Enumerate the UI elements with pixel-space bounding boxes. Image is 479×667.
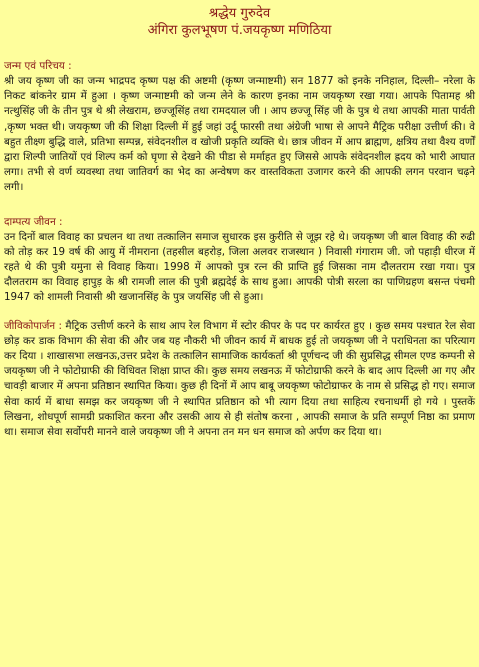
heading-line-1: श्रद्धेय गुरुदेव: [208, 6, 271, 21]
section-text-marriage: उन दिनों बाल विवाह का प्रचलन था तथा तत्कालिन समाज सुधारक इस कुरीति से जूझ रहे थे। जयकृष्ण जी बाल विवाह की रुढी को तोड़ कर 19 वर्ष की आयु में नीमराना (तहसील बहरोड़, जिला अलवर राजस्थान ) निवासी गंगाराम जी. जो पहाड़ी धीरज में रहते थे की पुत्री यमुना से विवाह किया। 1998 में आपको पुत्र रत्न की प्राप्ति हुई जिसका नाम दौलतराम रखा गया। पुत्र दौलतराम का विवाह हापुड़ के श्री रामजी लाल की पुत्री ब्रह्मदेई के साथ हुआ। आपकी पोत्री सरला का पाणिग्रहण बसन्त पंचमी 1947 को शामली निवासी श्री खजानसिंह के पुत्र जयसिंह जी से हुआ।: [4, 230, 475, 304]
section-title-intro: जन्म एवं परिचय :: [4, 60, 72, 72]
heading-line-2: अंगिरा कुलभूषण पं.जयकृष्ण मणिठिया: [147, 23, 332, 38]
section-title-marriage: दाम्पत्य जीवन :: [4, 215, 63, 228]
section-livelihood: [4, 319, 475, 441]
document-heading: [4, 5, 475, 39]
section-text-livelihood: मैट्रिक उत्तीर्ण करने के साथ आप रेल विभाग में स्टोर कीपर के पद पर कार्यरत हुए । कुछ समय पश्चात रेल सेवा छोड़ कर डाक विभाग की सेवा की और जब यह नौकरी भी जीवन कार्य में बाधक हुई तो जयकृष्ण जी ने पराधिनता का परित्याग कर दिया । शाखासभा लखनऊ,उत्तर प्रदेश के तत्कालिन सामाजिक कार्यकर्ता श्री पूर्णचन्द जी की सुप्रसिद्ध सीमल एण्ड कम्पनी से जयकृष्ण जी ने फोटोग्राफी की विधिवत शिक्षा प्राप्त की। कुछ समय लखनऊ में फोटोग्राफी करने के बाद आप दिल्ली आ गए और चावड़ी बाजार में अपना प्रतिष्ठान स्थापित किया। कुछ ही दिनों में आप बाबू जयकृष्ण फोटोग्राफर के नाम से प्रसिद्ध हो गए। समाज सेवा कार्य में बाधा समझ कर जयकृष्ण जी ने स्थापित प्रतिष्ठान को भी त्याग दिया तथा साहित्य रचनाधर्मी हो गये । पुस्तकें लिखना, शोधपूर्ण सामग्री प्रकाशित करना और उसकी आय से ही संतोष करना , आपकी समाज के प्रति सम्पूर्ण निष्ठा का प्रमाण था। समाज सेवा सर्वोपरी मानने वाले जयकृष्ण जी ने अपना तन मन धन समाज को अर्पण कर दिया था।: [4, 319, 476, 439]
section-title-livelihood: जीविकोपार्जन :: [4, 319, 63, 332]
section-text-intro: श्री जय कृष्ण जी का जन्म भाद्रपद कृष्ण पक्ष की अष्टमी (कृष्ण जन्माष्टमी) सन 1877 को इनके ननिहाल, दिल्ली– नरेला के निकट बांकनेर ग्राम में हुआ । कृष्ण जन्माष्टमी को जन्म लेने के कारण इनका नाम जयकृष्ण रखा गया। आपके पितामह श्री नत्थुसिंह जी के तीन पुत्र थे श्री लेखराम, छज्जूसिंह तथा रामदयाल जी । आप छज्जू सिंह जी के पुत्र थे तथा आपकी माता पार्वती ,कृष्ण भक्त थी। जयकृष्ण जी की शिक्षा दिल्ली में हुई जहां उर्दू फारसी तथा अंग्रेजी भाषा से आपने मैट्रिक परीक्षा उत्तीर्ण की। वे बहुत तीक्ष्ण बुद्धि वाले, प्रतिभा सम्पन्न, संवेदनशील व खोजी प्रकृति व्यक्ति थे। छात्र जीवन में आप ब्राह्मण, क्षत्रिय तथा वैश्य वर्णों द्वारा शिल्पी जातियों एवं शिल्प कर्म को घृणा से देखने की पीडा से मर्माहत हुए जिससे आपके संवेदनशील ह्रदय को भारी आघात लगा। तभी से वर्ण व्यवस्था तथा जातिवर्ग का भेद का अन्वेषण कर वास्तविकता उजागर करने की आपकी लगन परवान चढ़ने लगी।: [4, 75, 475, 194]
